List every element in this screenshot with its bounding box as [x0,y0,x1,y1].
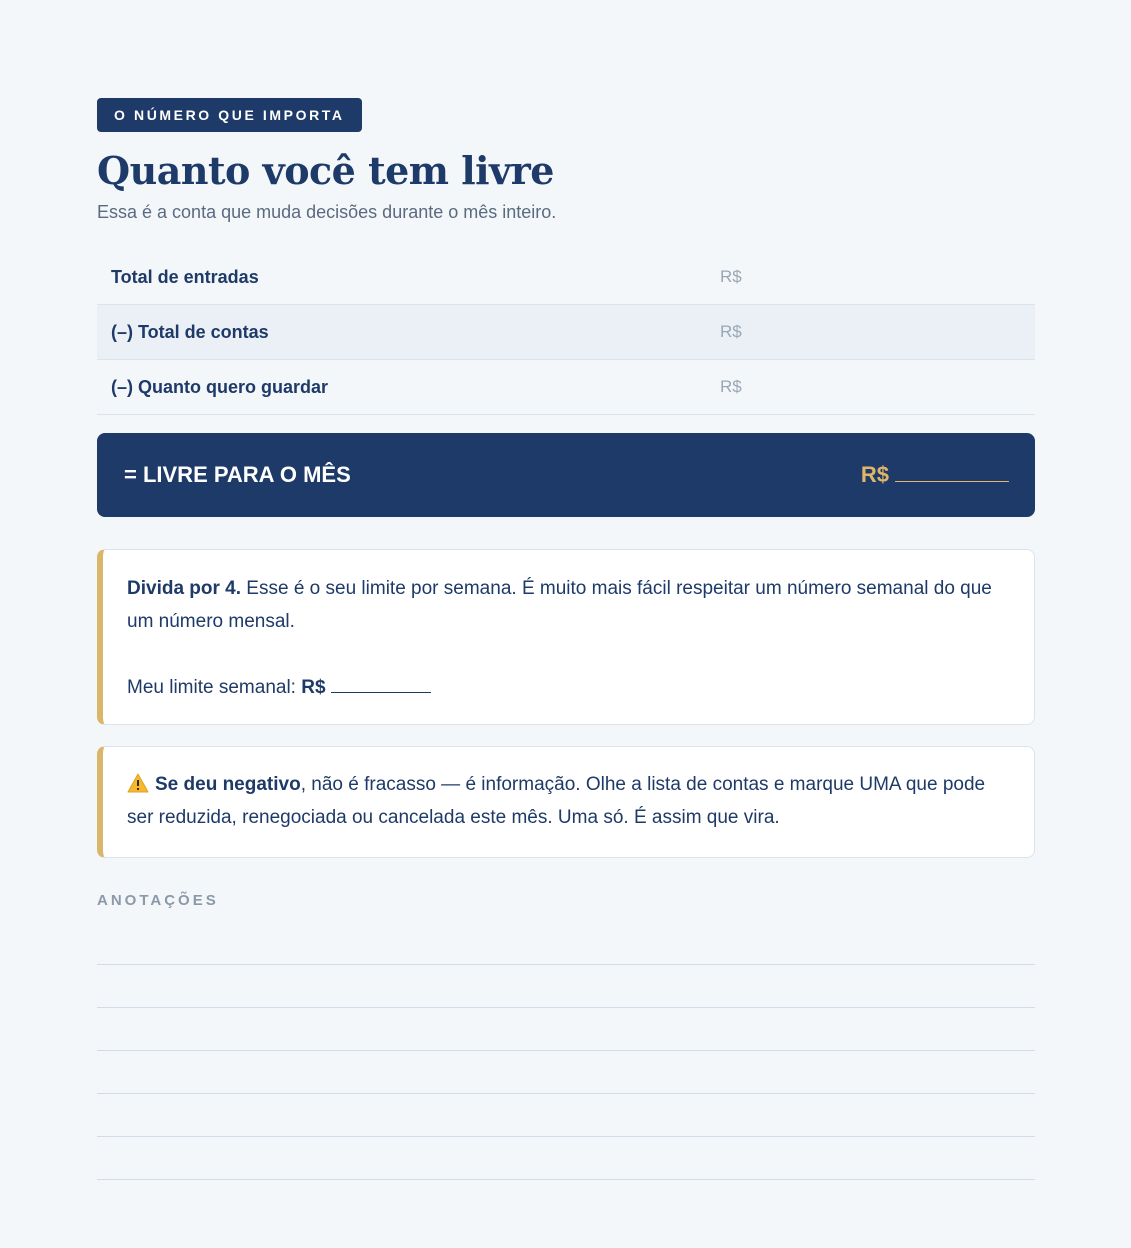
page-title: Quanto você tem livre [97,148,554,193]
calculation-table [97,250,1035,415]
table-row [97,305,1035,360]
tip-text [127,572,1010,638]
total-value[interactable] [861,462,1009,488]
row-value-bills[interactable]: R$ [720,322,742,341]
warning-bold: Se deu negativo [155,774,301,795]
row-label-bills: (–) Total de contas [111,321,269,342]
free-total-banner [97,433,1035,517]
row-value-savings[interactable]: R$ [720,377,742,396]
notes-label: ANOTAÇÕES [97,892,219,909]
weekly-limit [127,671,1010,704]
warning-body: , não é fracasso — é informação. Olhe a lista de contas e marque UMA que pode ser reduzida, renegociada ou cancelada este mês. Uma só. É assim que vira. [127,774,986,828]
weekly-limit-label: Meu limite semanal: [127,677,302,698]
total-label: = LIVRE PARA O MÊS [124,462,351,487]
note-line[interactable] [97,1137,1035,1180]
total-blank-field[interactable] [895,463,1009,482]
note-line[interactable] [97,955,1035,965]
content [97,98,1035,1180]
warning-icon [127,773,149,793]
table-row [97,360,1035,415]
note-line[interactable] [97,1051,1035,1094]
tip-card [97,549,1035,725]
warning-card [97,746,1035,858]
tip-bold: Divida por 4. [127,578,242,599]
weekly-limit-blank-field[interactable] [331,672,431,693]
total-currency: R$ [860,462,889,487]
table-row [97,250,1035,305]
note-line[interactable] [97,1094,1035,1137]
row-label-income: Total de entradas [111,266,259,287]
notes-lines[interactable] [97,955,1035,1180]
note-line[interactable] [97,965,1035,1008]
weekly-limit-currency: R$ [301,677,326,698]
row-value-income[interactable]: R$ [720,267,742,286]
page-subtitle: Essa é a conta que muda decisões durante o mês inteiro. [97,202,557,222]
note-line[interactable] [97,1008,1035,1051]
tip-body: Esse é o seu limite por semana. É muito mais fácil respeitar um número semanal do que um número mensal. [127,578,992,632]
row-label-savings: (–) Quanto quero guardar [111,376,329,397]
section-tag: O NÚMERO QUE IMPORTA [97,98,362,132]
